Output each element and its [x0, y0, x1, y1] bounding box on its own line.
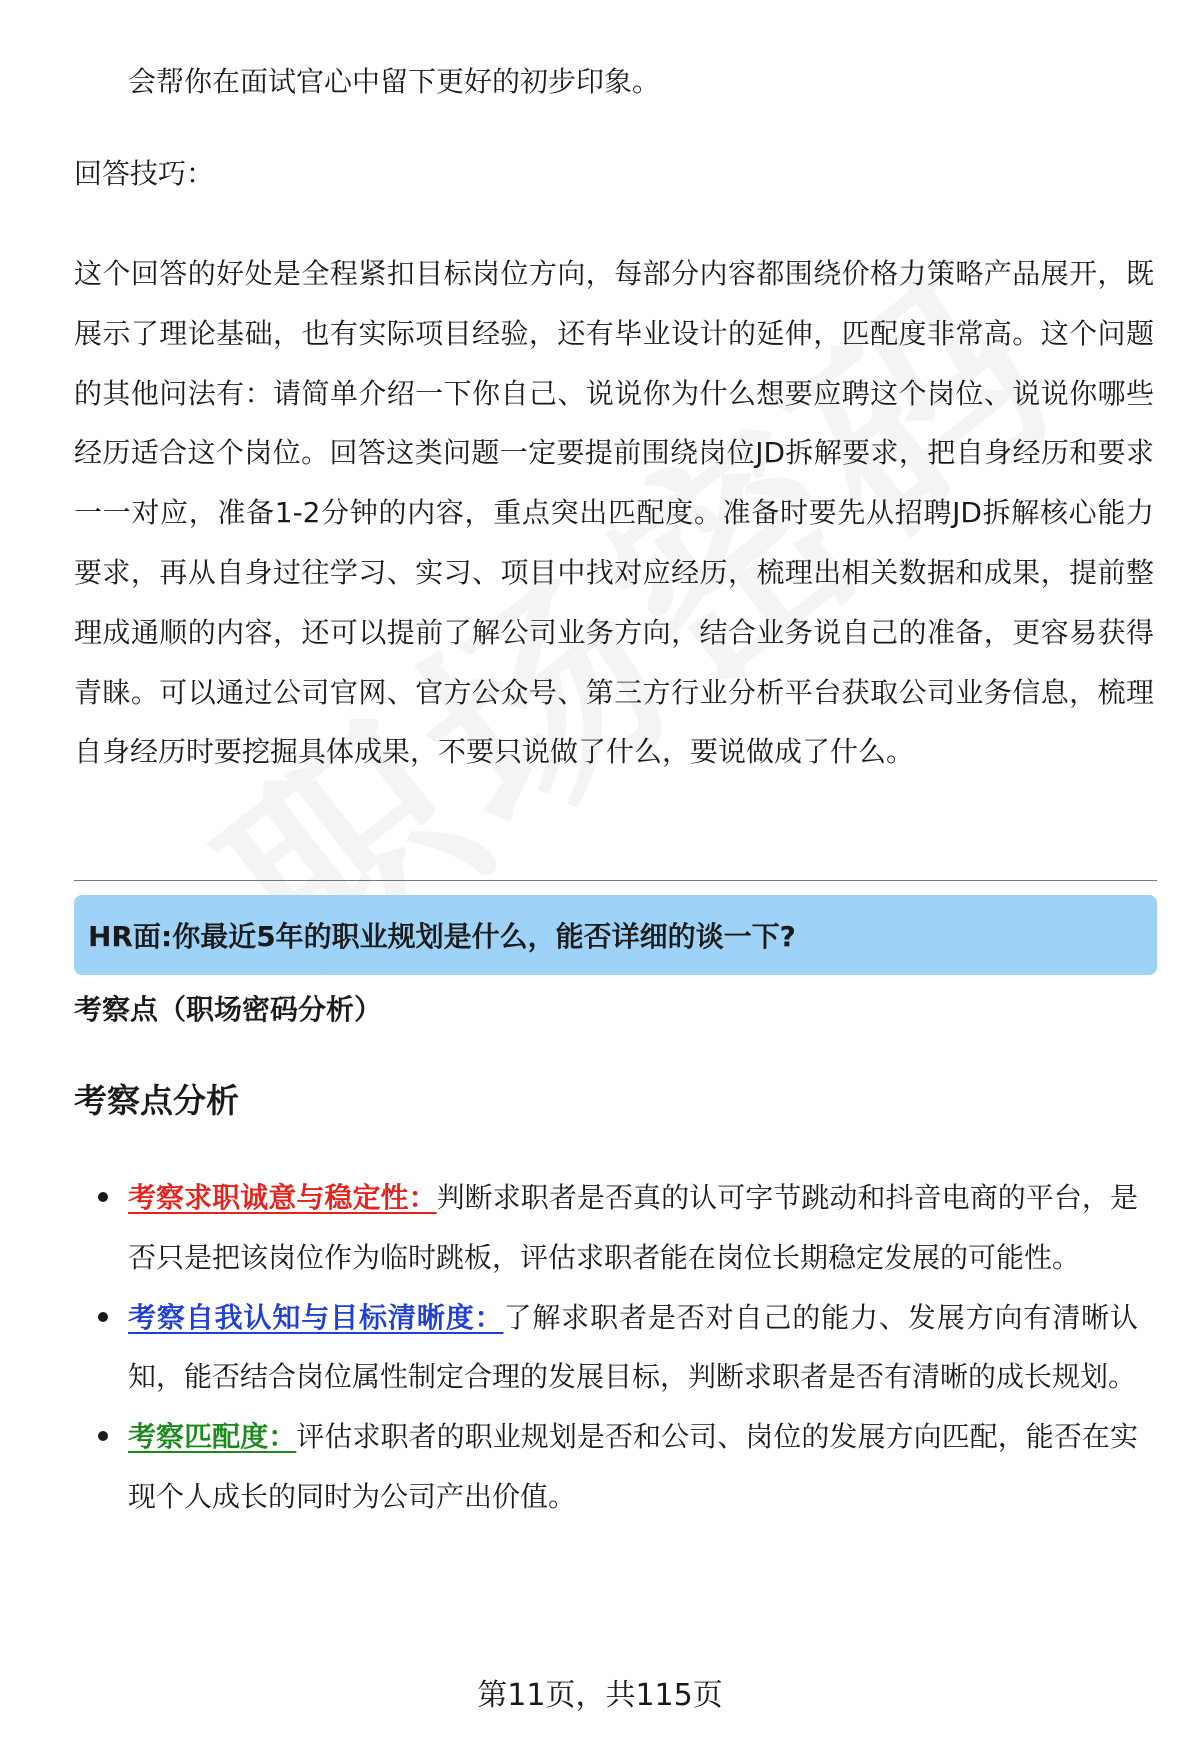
bullet-label: 考察匹配度：	[128, 1420, 297, 1454]
bullet-label: 考察求职诚意与稳定性：	[128, 1181, 437, 1214]
section-divider	[74, 880, 1157, 881]
bullet-dot-icon	[98, 1312, 108, 1322]
bullet-dot-icon	[98, 1431, 108, 1441]
bullet-item-fit	[128, 1407, 1138, 1527]
section-heading: 考察点分析	[74, 1081, 239, 1120]
question-banner	[74, 895, 1157, 975]
bullet-text: 评估求职者的职业规划是否和公司、岗位的发展方向匹配，能否在实现个人成长的同时为公司产出价值。	[128, 1420, 1138, 1513]
question-text: HR面:你最近5年的职业规划是什么，能否详细的谈一下?	[88, 920, 796, 953]
bullet-dot-icon	[98, 1192, 108, 1202]
tips-paragraph: 这个回答的好处是全程紧扣目标岗位方向，每部分内容都围绕价格力策略产品展开，既展示了理论基础，也有实际项目经验，还有毕业设计的延伸，匹配度非常高。这个问题的其他问法有：请简单介绍一下你自己、说说你为什么想要应聘这个岗位、说说你哪些经历适合这个岗位。回答这类问题一定要提前围绕岗位JD拆解要求，把自身经历和要求一一对应，准备1-2分钟的内容，重点突出匹配度。准备时要先从招聘JD拆解核心能力要求，再从自身过往学习、实习、项目中找对应经历，梳理出相关数据和成果，提前整理成通顺的内容，还可以提前了解公司业务方向，结合业务说自己的准备，更容易获得青睐。可以通过公司官网、官方公众号、第三方行业分析平台获取公司业务信息，梳理自身经历时要挖掘具体成果，不要只说做了什么，要说做成了什么。	[74, 257, 1154, 769]
bullet-text: 了解求职者是否对自己的能力、发展方向有清晰认知，能否结合岗位属性制定合理的发展目标，判断求职者是否有清晰的成长规划。	[128, 1300, 1138, 1394]
bullet-item-sincerity	[128, 1168, 1138, 1288]
analysis-subheading: 考察点（职场密码分析）	[74, 993, 383, 1026]
bullet-label: 考察自我认知与目标清晰度：	[128, 1300, 504, 1334]
intro-paragraph: 会帮你在面试官心中留下更好的初步印象。	[128, 65, 661, 98]
tips-label: 回答技巧：	[74, 157, 215, 190]
page-number-footer: 第11页，共115页	[477, 1678, 723, 1713]
bullet-text: 判断求职者是否真的认可字节跳动和抖音电商的平台，是否只是把该岗位作为临时跳板，评估求职者能在岗位长期稳定发展的可能性。	[128, 1181, 1138, 1274]
bullet-item-self-awareness	[128, 1288, 1138, 1408]
analysis-bullet-list	[128, 1168, 1138, 1527]
